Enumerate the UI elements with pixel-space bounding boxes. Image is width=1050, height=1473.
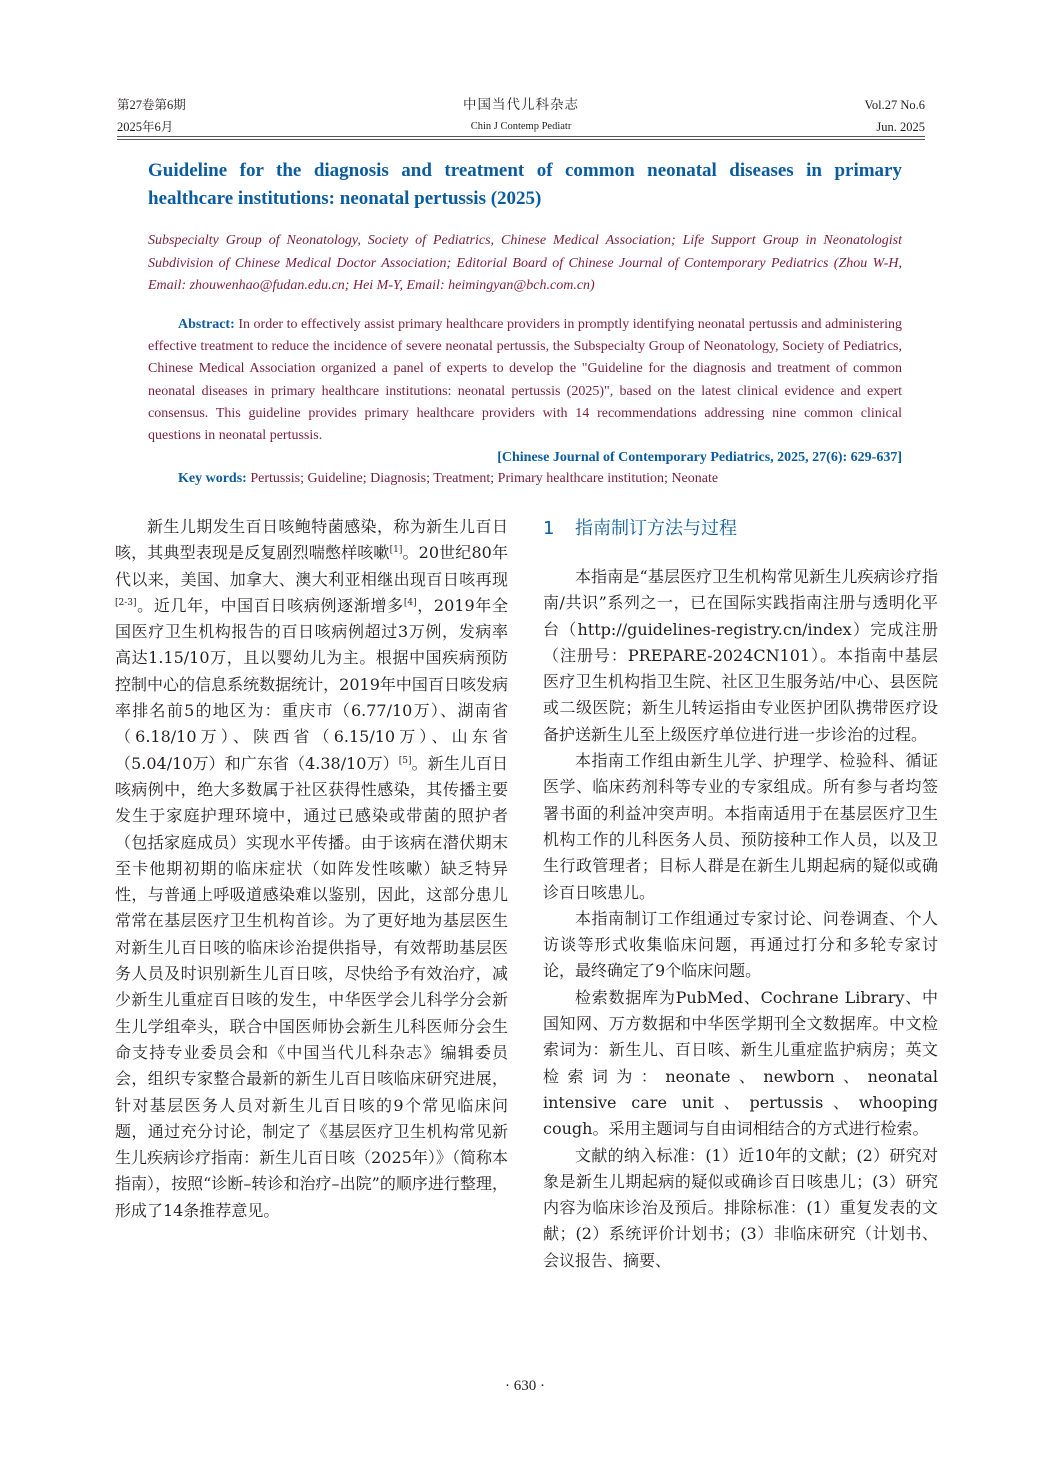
reference-marker[interactable]: [2-3] — [115, 597, 137, 608]
body-paragraph: 本指南制订工作组通过专家讨论、问卷调查、个人访谈等形式收集临床问题，再通过打分和多轮专家讨论，最终确定了9个临床问题。 — [543, 908, 938, 981]
journal-name-cn: 中国当代儿科杂志 — [463, 97, 579, 112]
volume-issue-cn: 第27卷第6期 — [117, 98, 186, 112]
text-run: 新生儿期发生百日咳鲍特菌感染，称为新生儿百日咳，其典型表现是反复剧烈喘憋样咳嗽 — [115, 517, 508, 563]
text-run: ，2019年全国医疗卫生机构报告的百日咳病例超过3万例，发病率高达1.15/10万，且以婴幼儿为主。根据中国疾病预防控制中心的信息系统数据统计，2019年中国百日咳发病率排名前5的地区为：重庆市（6.77/10万）、湖南省（6.18/10万）、陕西省（6.15/10万）、山东省（5.04/10万）和广东省（4.38/10万） — [115, 595, 508, 773]
volume-issue-en: Vol.27 No.6 — [864, 98, 925, 112]
text-run: 。新生儿百日咳病例中，绝大多数属于社区获得性感染，其传播主要发生于家庭护理环境中，通过已感染或带菌的照护者（包括家庭成员）实现水平传播。由于该病在潜伏期末至卡他期初期的临床症状（如阵发性咳嗽）缺乏特异性，与普通上呼吸道感染难以鉴别，因此，这部分患儿常常在基层医疗卫生机构首诊。为了更好地为基层医生对新生儿百日咳的临床诊治提供指导，有效帮助基层医务人员及时识别新生儿百日咳，尽快给予有效治疗，减少新生儿重症百日咳的发生，中华医学会儿科学分会新生儿学组牵头，联合中国医师协会新生儿科医师分会生命支持专业委员会和《中国当代儿科杂志》编辑委员会，组织专家整合最新的新生儿百日咳临床研究进展，针对基层医务人员对新生儿百日咳的9个常见临床问题，通过充分讨论，制定了《基层医疗卫生机构常见新生儿疾病诊疗指南：新生儿百日咳（2025年）》（简称本指南），按照“诊断–转诊和治疗–出院”的顺序进行整理，形成了14条推荐意见。 — [115, 753, 508, 1220]
date-en: Jun. 2025 — [876, 120, 925, 134]
text-run: 。近几年，中国百日咳病例逐渐增多 — [136, 595, 404, 615]
article-title: Guideline for the diagnosis and treatment of common neonatal diseases in primary healthcare institutions: neonatal pertussis (2025) — [148, 160, 902, 209]
body-paragraph: 本指南是“基层医疗卫生机构常见新生儿疾病诊疗指南/共识”系列之一，已在国际实践指南注册与透明化平台（http://guidelines-registry.cn/index）完成注册（注册号：PREPARE-2024CN101）。本指南中基层医疗卫生机构指卫生院、社区卫生服务站/中心、县医院或二级医院；新生儿转运指由专业医护团队携带医疗设备护送新生儿至上级医疗单位进行进一步诊治的过程。 — [543, 567, 938, 744]
body-paragraph — [115, 514, 508, 1224]
page-number: · 630 · — [505, 1378, 545, 1394]
section-heading — [543, 514, 938, 544]
abstract — [148, 314, 902, 447]
abstract-text: In order to effectively assist primary healthcare providers in promptly identifying neonatal pertussis and administering effective treatment to reduce the incidence of severe neonatal pertussis, the Subspecialty Group of Neonatology, Society of Pediatrics, Chinese Medical Association organized a panel of experts to develop the "Guideline for the diagnosis and treatment of common neonatal diseases in primary healthcare institutions: neonatal pertussis (2025)", based on the latest clinical evidence and expert consensus. This guideline provides primary healthcare providers with 14 recommendations addressing nine common clinical questions in neonatal pertussis. — [148, 317, 903, 444]
article-authors: Subspecialty Group of Neonatology, Society of Pediatrics, Chinese Medical Association; Life Support Group in Neonatologist Subdivision of Chinese Medical Doctor Association; Editorial Board of Chinese Journal of Contemporary Pediatrics (Zhou W-H, Email: zhouwenhao@fudan.edu.cn; Hei M-Y, Email: heimingyan@bch.com.cn) — [148, 233, 902, 293]
keywords-text: Pertussis; Guideline; Diagnosis; Treatment; Primary healthcare institution; Neonate — [250, 471, 719, 486]
body-paragraph: 本指南工作组由新生儿学、护理学、检验科、循证医学、临床药剂科等专业的专家组成。所有参与者均签署书面的利益冲突声明。本指南适用于在基层医疗卫生机构工作的儿科医务人员、预防接种工作人员，以及卫生行政管理者；目标人群是在新生儿期起病的疑似或确诊百日咳患儿。 — [543, 751, 938, 902]
keywords-label: Key words: — [178, 471, 247, 486]
abstract-label: Abstract: — [178, 317, 235, 332]
body-paragraph: 检索数据库为PubMed、Cochrane Library、中国知网、万方数据和中华医学期刊全文数据库。中文检索词为：新生儿、百日咳、新生儿重症监护病房；英文检索词为：neonate、newborn、neonatal intensive care unit、pertussis、whooping cough。采用主题词与自由词相结合的方式进行检索。 — [543, 987, 938, 1139]
date-cn: 2025年6月 — [117, 120, 174, 134]
section-title: 指南制订方法与过程 — [575, 518, 737, 539]
reference-marker[interactable]: [4] — [403, 597, 417, 608]
header-double-rule — [117, 136, 925, 140]
journal-name-en: Chin J Contemp Pediatr — [470, 121, 572, 132]
body-column-right — [543, 514, 938, 1274]
journal-name — [117, 94, 925, 138]
body-column-left — [115, 514, 508, 1224]
keywords — [178, 468, 902, 490]
text-run: 。20世纪80年代以来，美国、加拿大、澳大利亚相继出现百日咳再现 — [115, 543, 508, 589]
issue-info-en — [864, 94, 925, 138]
reference-marker[interactable]: [1] — [389, 545, 403, 556]
citation: [Chinese Journal of Contemporary Pediatrics, 2025, 27(6): 629-637] — [497, 450, 902, 465]
section-number: 1 — [543, 518, 555, 539]
body-paragraph: 文献的纳入标准：(1）近10年的文献；(2）研究对象是新生儿期起病的疑似或确诊百日咳患儿；(3）研究内容为临床诊治及预后。排除标准：(1）重复发表的文献；(2）系统评价计划书；(3）非临床研究（计划书、会议报告、摘要、 — [543, 1145, 938, 1270]
running-header — [117, 94, 925, 134]
reference-marker[interactable]: [5] — [398, 755, 412, 766]
